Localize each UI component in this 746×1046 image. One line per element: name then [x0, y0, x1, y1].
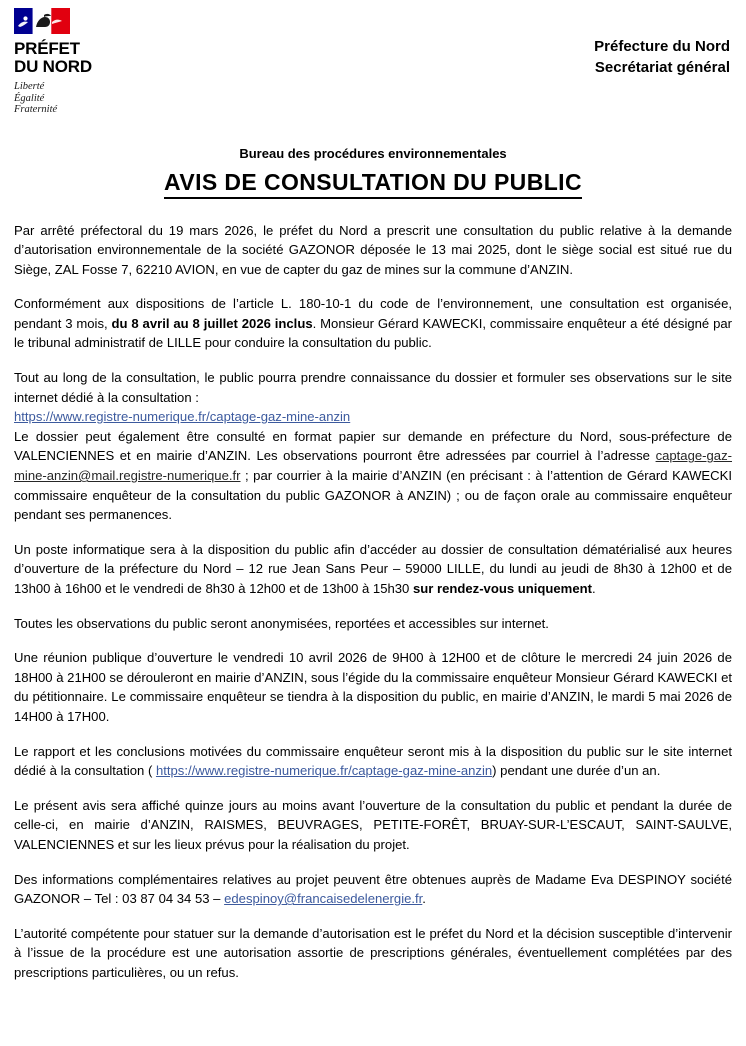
french-republic-flag-icon: [14, 8, 70, 34]
page-title: AVIS DE CONSULTATION DU PUBLIC: [164, 168, 582, 199]
paragraph-infos-part2: .: [422, 891, 426, 907]
motto-liberte: Liberté: [14, 81, 45, 92]
header-right-block: [594, 8, 732, 78]
title-block: [0, 146, 746, 199]
paragraph-conformement-part1: Conformément aux dispositions de l’article L. 180-10-1 du code de l’environnement, une consultation est organisée, pendant 3 mois,: [14, 296, 732, 331]
registre-numerique-email-link[interactable]: captage-gaz-mine-anzin@mail.registre-numerique.fr: [14, 448, 732, 484]
motto-fraternite: Fraternité: [14, 104, 58, 115]
paragraph-rapport-part1: Le rapport et les conclusions motivées du commissaire enquêteur seront mis à la disposition du public sur le site internet dédié à la consultation (: [14, 743, 732, 779]
document-header: [0, 0, 746, 116]
prefecture-name-line1: PRÉFET: [14, 39, 80, 58]
paragraph-poste-part1: Un poste informatique sera à la disposition du public afin d’accéder au dossier de consultation dématérialisé aux heures d’ouverture de la préfecture du Nord – 12 rue Jean Sans Peur – 59000 LILLE, du lundi au jeudi de 8h30 à 12h00 et de 13h00 à 16h00 et le vendredi de 8h30 à 12h00 et de 13h00 à 15h30: [14, 541, 732, 596]
paragraph-affichage-mairies: Le présent avis sera affiché quinze jours au moins avant l’ouverture de la consultation du public et pendant la durée de celle-ci, en mairie d’ANZIN, RAISMES, BEUVRAGES, PETITE-FORÊT, BRUAY-SUR-L’ESCAUT, SAINT-SAULVE, VALENCIENNES et sur les lieux prévus pour la réalisation du projet.: [14, 797, 732, 852]
paragraph-poste-informatique: [14, 540, 732, 599]
paragraph-consultation-online: [14, 368, 732, 525]
registre-numerique-url-link[interactable]: https://www.registre-numerique.fr/captage-gaz-mine-anzin: [14, 409, 351, 425]
republic-motto: [14, 81, 57, 116]
paragraph-dossier-suite: ; par courrier à la mairie d’ANZIN (en précisant : à l’attention de Gérard KAWECKI commissaire enquêteur de la consultation du public GAZONOR à ANZIN) ; ou de façon orale au commissaire enquêteur pendant ses permanences.: [14, 468, 732, 523]
paragraph-reunion-publique: Une réunion publique d’ouverture le vendredi 10 avril 2026 de 9H00 à 12H00 et de clôture le mercredi 24 juin 2026 de 18H00 à 21H00 se dérouleront en mairie d’ANZIN, sous l’égide du la commissaire enquêteur Monsieur Gérard KAWECKI et du pétitionnaire. Le commissaire enquêteur se tiendra à la disposition du public, en mairie d’ANZIN, le mardi 5 mai 2026 de 14H00 à 17H00.: [14, 650, 732, 724]
paragraph-rapport-part2: ) pendant une durée d’un an.: [492, 763, 661, 779]
paragraph-poste-part2: .: [591, 581, 596, 596]
document-body: [0, 221, 746, 983]
gazonor-contact-email-link[interactable]: edespinoy@francaisedelenergie.fr: [224, 891, 423, 907]
paragraph-infos-part1: Des informations complémentaires relatives au projet peuvent être obtenues auprès de Madame Eva DESPINOY société GAZONOR – Tel : 03 87 04 34 53 –: [14, 871, 732, 907]
prefecture-logo-block: [14, 8, 92, 116]
header-prefecture-line: Préfecture du Nord: [594, 38, 730, 55]
header-secretariat-line: Secrétariat général: [594, 59, 730, 76]
paragraph-dossier-papier: Le dossier peut également être consulté en format papier sur demande en préfecture du Nord, sous-préfecture de VALENCIENNES et en mairie d’ANZIN. Les observations pourront être adressées par courriel à l’adresse: [14, 428, 732, 464]
paragraph-autorite-competente: L’autorité compétente pour statuer sur la demande d’autorisation est le préfet du Nord et la décision susceptible d’intervenir à l’issue de la procédure est une autorisation assortie de prescriptions générales, éventuellement complétées par des prescriptions particulières, ou un refus.: [14, 925, 732, 980]
paragraph-informations-complementaires: [14, 870, 732, 909]
paragraph-rapport-conclusions: [14, 742, 732, 781]
consultation-dates-bold: du 8 avril au 8 juillet 2026 inclus: [111, 315, 313, 331]
document-subtitle: Bureau des procédures environnementales: [239, 145, 507, 161]
prefecture-name: [14, 40, 92, 76]
paragraph-arrete: Par arrêté préfectoral du 19 mars 2026, le préfet du Nord a prescrit une consultation du public relative à la demande d’autorisation environnementale de la société GAZONOR déposée le 13 mai 2025, dont le siège social est situé rue du Siège, ZAL Fosse 7, 62210 AVION, en vue de capter du gaz de mines sur la commune d’ANZIN.: [14, 222, 732, 277]
rendez-vous-bold: sur rendez-vous uniquement: [412, 581, 592, 596]
paragraph-conformement-part2: . Monsieur Gérard KAWECKI, commissaire enquêteur a été désigné par le tribunal administratif de LILLE pour conduire la consultation du public.: [14, 315, 733, 351]
prefecture-name-line2: DU NORD: [14, 57, 92, 76]
registre-numerique-url-link-2[interactable]: https://www.registre-numerique.fr/captage-gaz-mine-anzin: [155, 763, 493, 779]
paragraph-consultation-intro: Tout au long de la consultation, le public pourra prendre connaissance du dossier et formuler ses observations sur le site internet dédié à la consultation :: [14, 370, 732, 405]
paragraph-conformement: [14, 294, 732, 353]
paragraph-observations-anonymisees: Toutes les observations du public seront anonymisées, reportées et accessibles sur internet.: [14, 615, 549, 631]
motto-egalite: Égalité: [14, 92, 45, 104]
